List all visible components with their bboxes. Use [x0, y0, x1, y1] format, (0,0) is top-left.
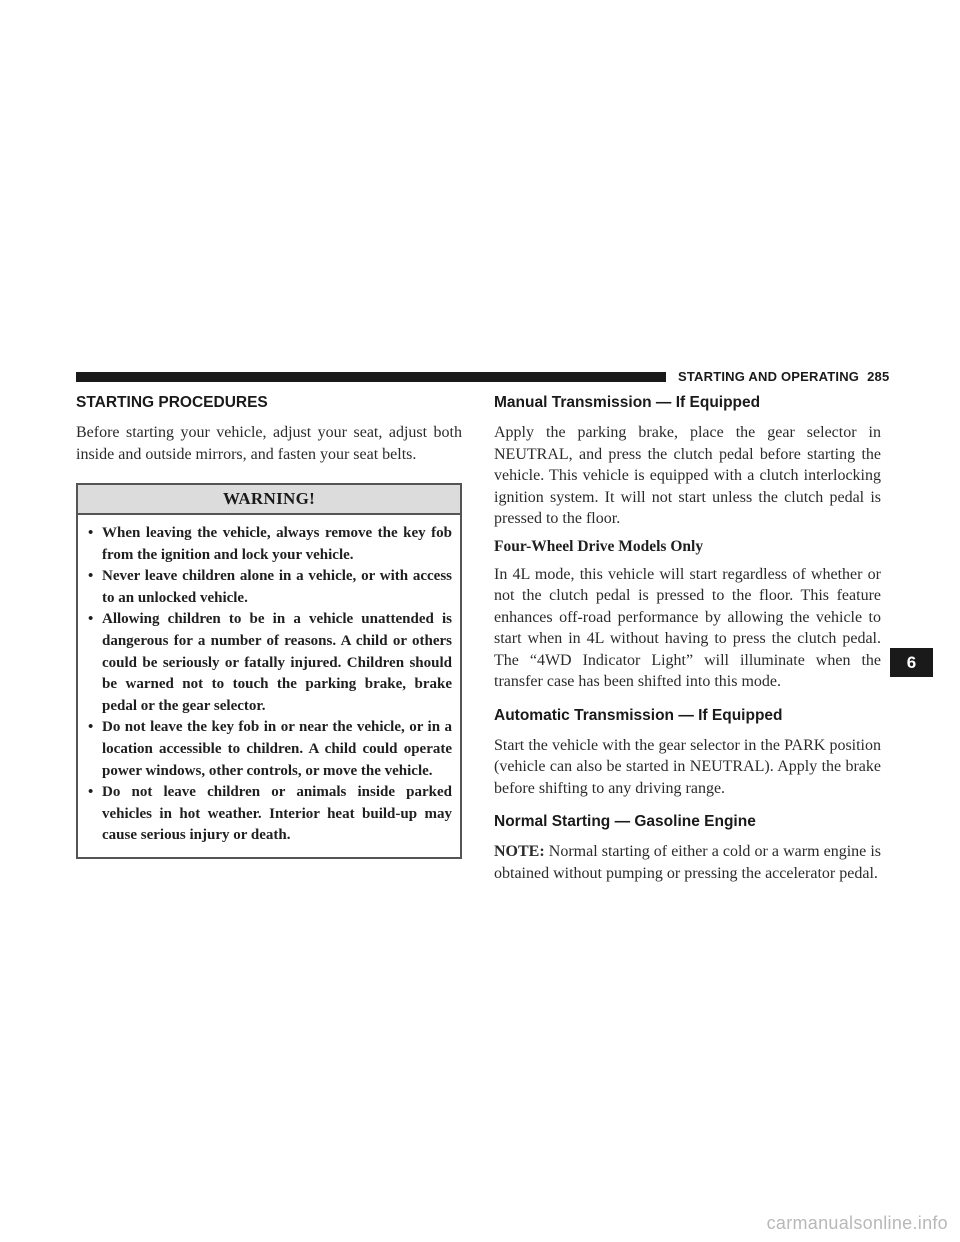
warning-item: • Do not leave children or animals inside parked vehicles in hot weather. Interior heat build-up may cause serious injury or death. — [88, 784, 452, 844]
automatic-transmission-paragraph: Start the vehicle with the gear selector in the PARK position (vehicle can also be started in NEUTRAL). Apply the brake before shifting to any driving range. — [494, 736, 881, 797]
heading-automatic-transmission: Automatic Transmission — If Equipped — [494, 706, 783, 724]
intro-paragraph: Before starting your vehicle, adjust your seat, adjust both inside and outside mirrors, and fasten your seat belts. — [76, 424, 462, 463]
warning-item: • Allowing children to be in a vehicle unattended is dangerous for a number of reasons. A child or others could be seriously or fatally injured. Children should be warned not to touch the parking brake, brake pedal or the gear selector. — [88, 611, 452, 714]
bullet-icon: • — [88, 784, 94, 801]
left-column — [76, 394, 462, 859]
note-paragraph — [494, 841, 881, 884]
header-rule — [76, 372, 666, 382]
bullet-icon: • — [88, 719, 94, 736]
running-header — [678, 369, 889, 384]
bullet-icon: • — [88, 611, 94, 628]
heading-manual-transmission: Manual Transmission — If Equipped — [494, 394, 761, 411]
warning-item: • Do not leave the key fob in or near the vehicle, or in a location accessible to children. A child could operate power windows, other controls, or move the vehicle. — [88, 719, 452, 779]
warning-box — [76, 483, 462, 859]
subheading-four-wheel-drive: Four-Wheel Drive Models Only — [494, 537, 704, 555]
page-number: 285 — [867, 369, 890, 384]
bullet-icon: • — [88, 525, 94, 541]
four-wheel-drive-paragraph: In 4L mode, this vehicle will start regardless of whether or not the clutch pedal is pressed to the floor. This feature enhances off-road performance by allowing the vehicle to start when in 4L without having to press the clutch pedal. The “4WD Indicator Light” will illuminate when the transfer case has been shifted into this mode. — [494, 565, 881, 690]
warning-item: • Never leave children alone in a vehicle, or with access to an unlocked vehicle. — [88, 568, 452, 606]
manual-transmission-paragraph: Apply the parking brake, place the gear selector in NEUTRAL, and press the clutch pedal before starting the vehicle. This vehicle is equipped with a clutch interlocking ignition system. It will not start unless the clutch pedal is pressed to the floor. — [494, 424, 881, 527]
watermark: carmanualsonline.info — [766, 1213, 948, 1233]
chapter-tab: 6 — [890, 648, 933, 677]
heading-normal-starting: Normal Starting — Gasoline Engine — [494, 813, 756, 830]
warning-item: • When leaving the vehicle, always remove the key fob from the ignition and lock your vehicle. — [88, 525, 452, 563]
right-column — [494, 394, 881, 892]
section-heading-starting-procedures: STARTING PROCEDURES — [76, 394, 268, 411]
warning-title: WARNING! — [78, 485, 460, 515]
note-label: NOTE: — [494, 843, 545, 860]
bullet-icon: • — [88, 568, 94, 585]
section-title: STARTING AND OPERATING — [678, 369, 860, 384]
warning-list — [78, 515, 460, 857]
note-body: Normal starting of either a cold or a warm engine is obtained without pumping or pressing the accelerator pedal. — [494, 843, 882, 882]
